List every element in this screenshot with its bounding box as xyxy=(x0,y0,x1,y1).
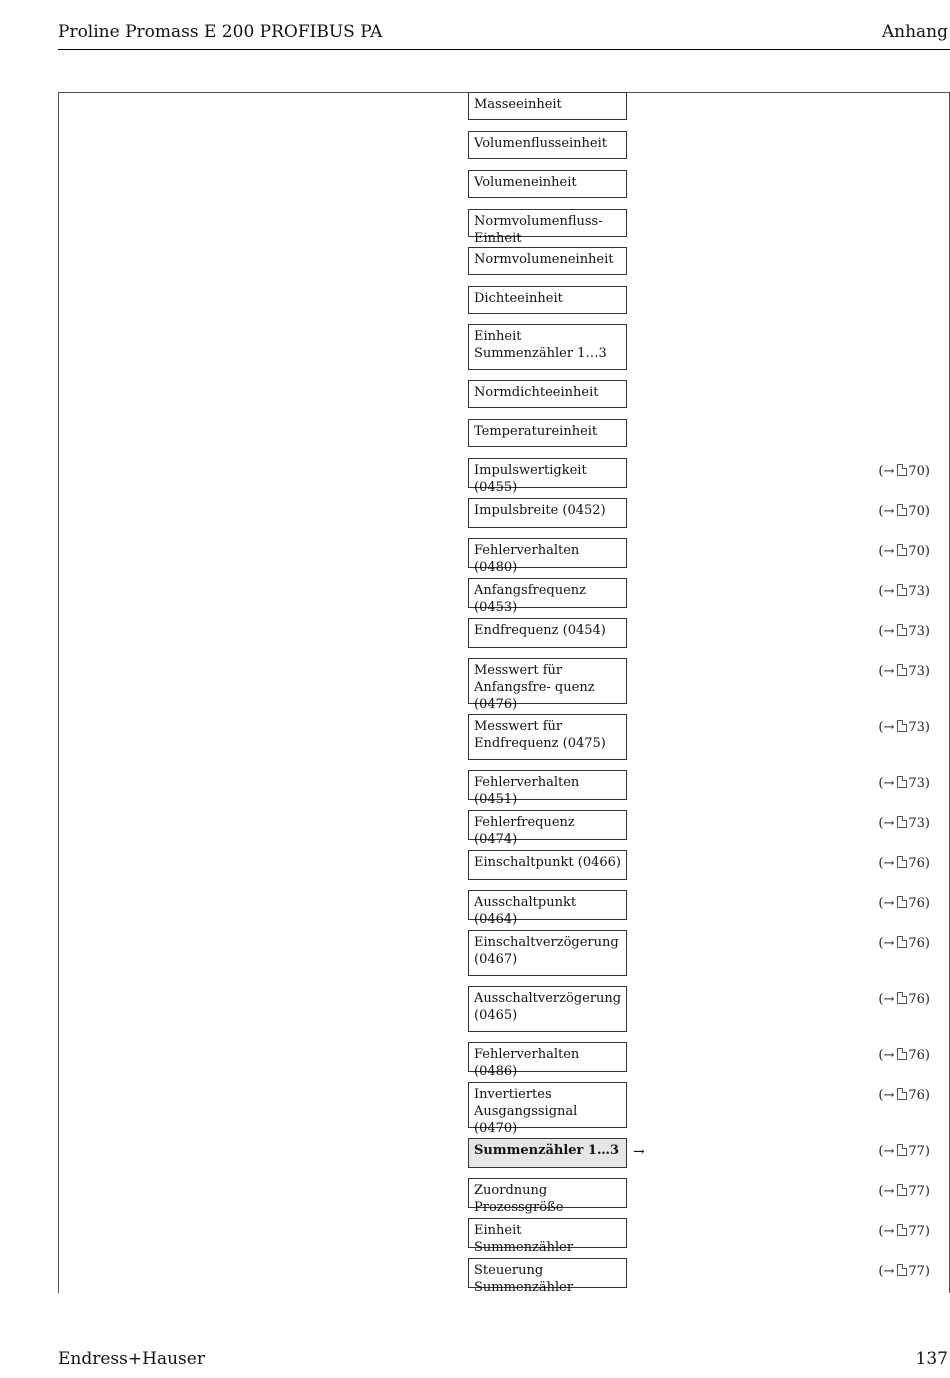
reference-page-number: 77 xyxy=(908,1144,925,1159)
section-title: Anhang xyxy=(881,22,948,42)
reference-page-number: 73 xyxy=(908,664,925,679)
menu-item-box[interactable]: Fehlerverhalten (0451) xyxy=(468,770,627,800)
page-icon xyxy=(897,664,907,676)
document-title: Proline Promass E 200 PROFIBUS PA xyxy=(58,22,383,42)
menu-item-box[interactable]: Dichteeinheit xyxy=(468,286,627,314)
page-icon xyxy=(897,1264,907,1276)
page-reference[interactable] xyxy=(878,544,930,559)
menu-item-box[interactable]: Fehlerfrequenz (0474) xyxy=(468,810,627,840)
menu-item-box[interactable]: Einheit Summenzähler xyxy=(468,1218,627,1248)
page-reference[interactable] xyxy=(878,720,930,735)
page-icon xyxy=(897,1144,907,1156)
page-reference[interactable] xyxy=(878,1048,930,1063)
reference-suffix: ) xyxy=(924,896,930,911)
page-icon xyxy=(897,1048,907,1060)
page-reference[interactable] xyxy=(878,992,930,1007)
menu-item-box[interactable]: Ausschaltpunkt (0464) xyxy=(468,890,627,920)
header-divider xyxy=(58,49,950,50)
reference-prefix: (→ xyxy=(878,896,895,911)
reference-prefix: (→ xyxy=(878,1088,895,1103)
page-icon xyxy=(897,720,907,732)
menu-item-box[interactable]: Volumeneinheit xyxy=(468,170,627,198)
page-icon xyxy=(897,624,907,636)
menu-item-box[interactable]: Impulsbreite (0452) xyxy=(468,498,627,528)
page-reference[interactable] xyxy=(878,1264,930,1279)
reference-page-number: 76 xyxy=(908,936,925,951)
reference-suffix: ) xyxy=(924,584,930,599)
reference-page-number: 73 xyxy=(908,816,925,831)
menu-item-box[interactable]: Invertiertes Ausgangssignal (0470) xyxy=(468,1082,627,1128)
page-reference[interactable] xyxy=(878,856,930,871)
page-reference[interactable] xyxy=(878,816,930,831)
menu-item-box[interactable]: Summenzähler 1…3 xyxy=(468,1138,627,1168)
page-icon xyxy=(897,464,907,476)
reference-prefix: (→ xyxy=(878,544,895,559)
reference-suffix: ) xyxy=(924,464,930,479)
menu-item-box[interactable]: Zuordnung Prozessgröße xyxy=(468,1178,627,1208)
page-icon xyxy=(897,896,907,908)
page-number: 137 xyxy=(915,1349,948,1369)
reference-prefix: (→ xyxy=(878,1264,895,1279)
menu-item-box[interactable]: Ausschaltverzögerung (0465) xyxy=(468,986,627,1032)
reference-page-number: 70 xyxy=(908,544,925,559)
reference-page-number: 77 xyxy=(908,1224,925,1239)
reference-page-number: 76 xyxy=(908,856,925,871)
reference-prefix: (→ xyxy=(878,856,895,871)
reference-prefix: (→ xyxy=(878,720,895,735)
page-reference[interactable] xyxy=(878,624,930,639)
reference-suffix: ) xyxy=(924,624,930,639)
reference-page-number: 73 xyxy=(908,584,925,599)
reference-page-number: 73 xyxy=(908,776,925,791)
page-icon xyxy=(897,1224,907,1236)
page-icon xyxy=(897,816,907,828)
menu-item-box[interactable]: Temperatureinheit xyxy=(468,419,627,447)
reference-page-number: 76 xyxy=(908,1048,925,1063)
reference-page-number: 76 xyxy=(908,992,925,1007)
menu-item-box[interactable]: Einschaltverzögerung (0467) xyxy=(468,930,627,976)
page-icon xyxy=(897,1088,907,1100)
menu-item-box[interactable]: Normvolumeneinheit xyxy=(468,247,627,275)
reference-suffix: ) xyxy=(924,1048,930,1063)
reference-page-number: 77 xyxy=(908,1264,925,1279)
reference-page-number: 76 xyxy=(908,896,925,911)
reference-prefix: (→ xyxy=(878,664,895,679)
page-reference[interactable] xyxy=(878,1184,930,1199)
reference-prefix: (→ xyxy=(878,624,895,639)
menu-item-box[interactable]: Volumenflusseinheit xyxy=(468,131,627,159)
page-reference[interactable] xyxy=(878,896,930,911)
page-reference[interactable] xyxy=(878,1224,930,1239)
reference-suffix: ) xyxy=(924,544,930,559)
reference-prefix: (→ xyxy=(878,584,895,599)
page-reference[interactable] xyxy=(878,776,930,791)
reference-suffix: ) xyxy=(924,816,930,831)
page-reference[interactable] xyxy=(878,464,930,479)
menu-item-box[interactable]: Masseeinheit xyxy=(468,92,627,120)
page-icon xyxy=(897,584,907,596)
reference-prefix: (→ xyxy=(878,936,895,951)
reference-page-number: 77 xyxy=(908,1184,925,1199)
page-reference[interactable] xyxy=(878,1088,930,1103)
reference-page-number: 70 xyxy=(908,504,925,519)
page-icon xyxy=(897,504,907,516)
reference-prefix: (→ xyxy=(878,504,895,519)
reference-suffix: ) xyxy=(924,856,930,871)
menu-item-box[interactable]: Fehlerverhalten (0486) xyxy=(468,1042,627,1072)
reference-prefix: (→ xyxy=(878,1184,895,1199)
menu-item-box[interactable]: Einschaltpunkt (0466) xyxy=(468,850,627,880)
page-icon xyxy=(897,544,907,556)
page-icon xyxy=(897,992,907,1004)
reference-suffix: ) xyxy=(924,664,930,679)
reference-page-number: 73 xyxy=(908,720,925,735)
reference-page-number: 76 xyxy=(908,1088,925,1103)
footer-brand: Endress+Hauser xyxy=(58,1349,205,1369)
page-reference[interactable] xyxy=(878,664,930,679)
menu-item-box[interactable]: Endfrequenz (0454) xyxy=(468,618,627,648)
reference-prefix: (→ xyxy=(878,1048,895,1063)
reference-page-number: 70 xyxy=(908,464,925,479)
page-icon xyxy=(897,1184,907,1196)
menu-item-box[interactable]: Normdichteeinheit xyxy=(468,380,627,408)
reference-prefix: (→ xyxy=(878,464,895,479)
page-reference[interactable] xyxy=(878,936,930,951)
reference-page-number: 73 xyxy=(908,624,925,639)
reference-prefix: (→ xyxy=(878,992,895,1007)
menu-item-box[interactable]: Anfangsfrequenz (0453) xyxy=(468,578,627,608)
page-icon xyxy=(897,936,907,948)
reference-prefix: (→ xyxy=(878,776,895,791)
submenu-arrow-icon: → xyxy=(633,1144,645,1160)
reference-suffix: ) xyxy=(924,1144,930,1159)
reference-suffix: ) xyxy=(924,1224,930,1239)
reference-suffix: ) xyxy=(924,936,930,951)
menu-item-box[interactable]: Steuerung Summenzähler xyxy=(468,1258,627,1288)
menu-item-box[interactable]: Messwert für Endfrequenz (0475) xyxy=(468,714,627,760)
menu-item-box[interactable]: Einheit Summenzähler 1…3 xyxy=(468,324,627,370)
reference-suffix: ) xyxy=(924,1088,930,1103)
reference-suffix: ) xyxy=(924,776,930,791)
reference-suffix: ) xyxy=(924,720,930,735)
page-reference[interactable] xyxy=(878,504,930,519)
page-reference[interactable] xyxy=(878,584,930,599)
menu-item-box[interactable]: Fehlerverhalten (0480) xyxy=(468,538,627,568)
page-icon xyxy=(897,856,907,868)
reference-prefix: (→ xyxy=(878,1144,895,1159)
page-icon xyxy=(897,776,907,788)
reference-prefix: (→ xyxy=(878,816,895,831)
reference-suffix: ) xyxy=(924,1264,930,1279)
reference-suffix: ) xyxy=(924,504,930,519)
page-reference[interactable] xyxy=(878,1144,930,1159)
reference-prefix: (→ xyxy=(878,1224,895,1239)
menu-item-box[interactable]: Normvolumenfluss-Einheit xyxy=(468,209,627,237)
reference-suffix: ) xyxy=(924,992,930,1007)
reference-suffix: ) xyxy=(924,1184,930,1199)
menu-item-box[interactable]: Impulswertigkeit (0455) xyxy=(468,458,627,488)
menu-item-box[interactable]: Messwert für Anfangsfre- quenz (0476) xyxy=(468,658,627,704)
